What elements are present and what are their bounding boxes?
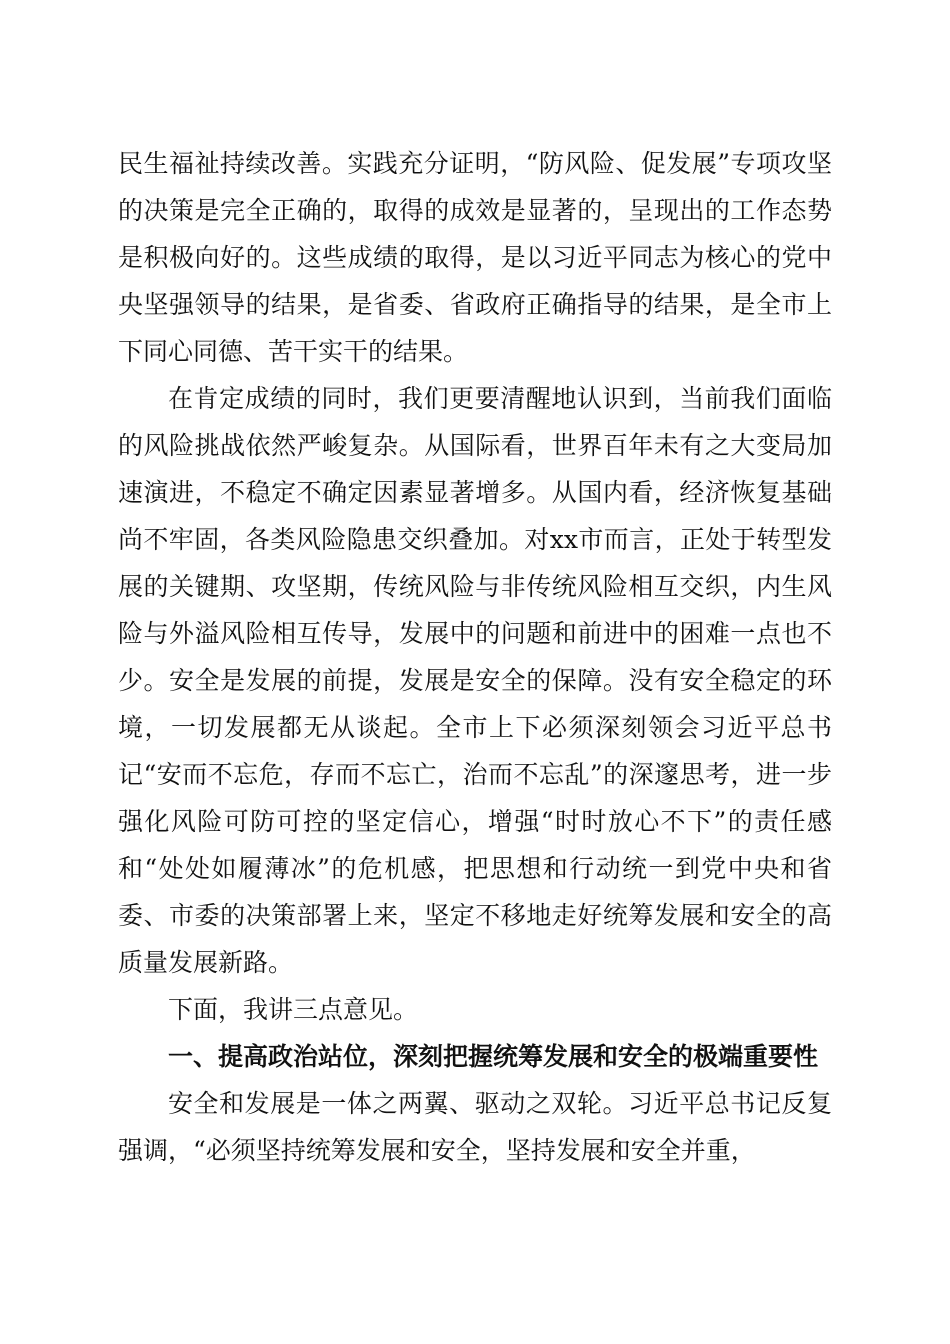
paragraph-continuation: 民生福祉持续改善。实践充分证明，“防风险、促发展”专项攻坚的决策是完全正确的，取得的成效是显著的，呈现出的工作态势是积极向好的。这些成绩的取得，是以习近平同志为核心的党中央坚强领导的结果，是省委、省政府正确指导的结果，是全市上下同心同德、苦干实干的结果。 xyxy=(118,149,832,366)
paragraph-security-development: 安全和发展是一体之两翼、驱动之双轮。习近平总书记反复强调，“必须坚持统筹发展和安全，坚持发展和安全并重， xyxy=(118,1089,832,1165)
document-body xyxy=(118,140,832,1174)
paragraph-risk-challenges: 在肯定成绩的同时，我们更要清醒地认识到，当前我们面临的风险挑战依然严峻复杂。从国际看，世界百年未有之大变局加速演进，不稳定不确定因素显著增多。从国内看，经济恢复基础尚不牢固，各类风险隐患交织叠加。对xx市而言，正处于转型发展的关键期、攻坚期，传统风险与非传统风险相互交织，内生风险与外溢风险相互传导，发展中的问题和前进中的困难一点也不少。安全是发展的前提，发展是安全的保障。没有安全稳定的环境，一切发展都无从谈起。全市上下必须深刻领会习近平总书记“安而不忘危，存而不忘亡，治而不忘乱”的深邃思考，进一步强化风险可防可控的坚定信心，增强“时时放心不下”的责任感和“处处如履薄冰”的危机感，把思想和行动统一到党中央和省委、市委的决策部署上来，坚定不移地走好统筹发展和安全的高质量发展新路。 xyxy=(118,384,832,977)
section-heading-1: 一、提高政治站位，深刻把握统筹发展和安全的极端重要性 xyxy=(168,1042,819,1071)
paragraph-three-points: 下面，我讲三点意见。 xyxy=(168,995,419,1024)
